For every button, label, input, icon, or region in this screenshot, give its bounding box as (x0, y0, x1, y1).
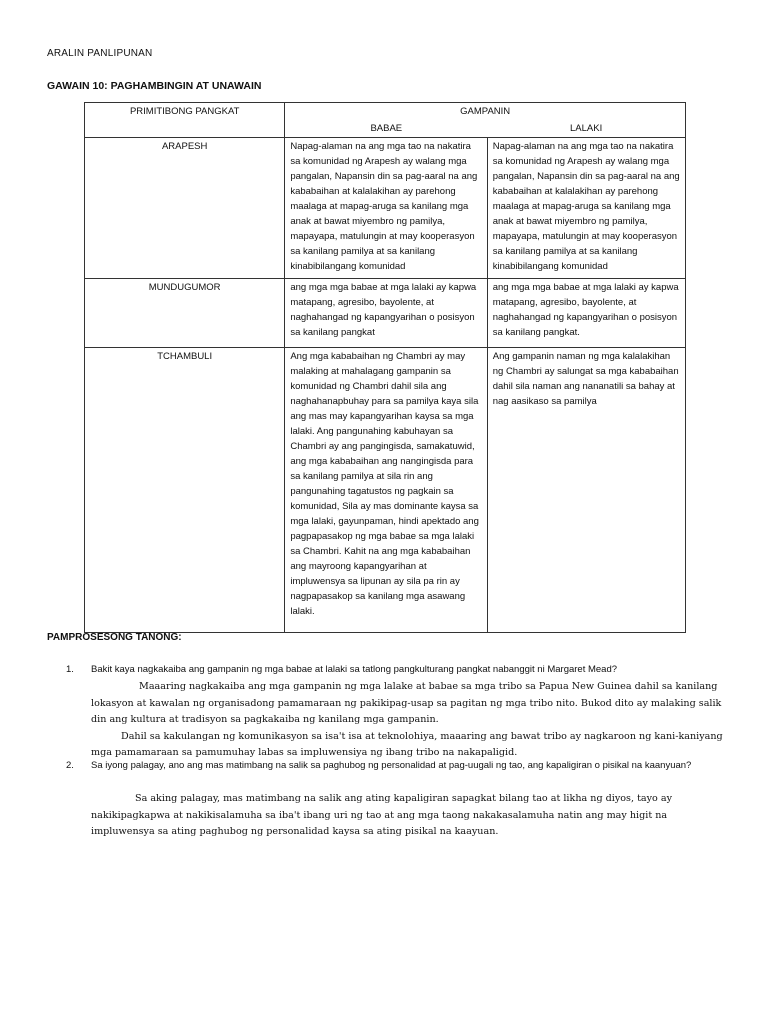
group-name: TCHAMBULI (85, 348, 285, 633)
answer-1 (91, 679, 723, 762)
male-role: ang mga mga babae at mga lalaki ay kapwa matapang, agresibo, bayolente, at naghahangad ng kapangyarihan o posisyon sa kanilang pangkat. (487, 279, 685, 348)
answer-paragraph: Dahil sa kakulangan ng komunikasyon sa isa't isa at teknolohiya, maaaring ang bawat tribo ay nagkaroon ng kani-kaniyang mga pamamaraan sa pamumuhay labas sa impluwensiya ng ibang tribo na nakapaligid. (91, 730, 723, 758)
header-group: PRIMITIBONG PANGKAT (85, 103, 285, 138)
table-row (85, 279, 686, 348)
table-header-row (85, 103, 686, 121)
male-role: Ang gampanin naman ng mga kalalakihan ng Chambri ay salungat sa mga kababaihan dahil sila naman ang nananatili sa bahay at nag aasikaso sa pamilya (487, 348, 685, 633)
group-name: ARAPESH (85, 138, 285, 279)
male-role: Napag-alaman na ang mga tao na nakatira sa komunidad ng Arapesh ay walang mga pangalan, Napansin din sa pag-aaral na ang kababaihan at kalalakihan ay parehong maalaga at mapag-aruga sa kanilang mga anak at bawat miyembro ng pamilya, mapayapa, matulungin at may kooperasyon sa kanilang pamilya at sa kanilang kinabibilangang komunidad (487, 138, 685, 279)
header-female: BABAE (285, 120, 487, 138)
female-role: ang mga mga babae at mga lalaki ay kapwa matapang, agresibo, bayolente, at naghahangad ng kapangyarihan o posisyon sa kanilang pangkat (285, 279, 487, 348)
female-role: Ang mga kababaihan ng Chambri ay may malaking at mahalagang gampanin sa komunidad ng Chambri dahil sila ang naghahanapbuhay para sa pamilya kaya sila ang mas may kapangyarihan kaysa sa mga lalaki. Ang pangunahing kabuhayan sa Chambri ay ang pangingisda, samakatuwid, ang mga kababaihan ang nangingisda para sa kanilang pamilya at sila rin ang pangunahing tagatustos ng pagkain sa komunidad, Sila ay mas dominante kaysa sa mga lalaki, gayunpaman, hindi apektado ang pagpapasakop ng mga babae sa mga lalaki sa Chambri. Kahit na ang mga kababaihan ang mayroong kapangyarihan at impluwensya sa lipunan ay sila pa rin ay nagpapasakop sa kanilang mga asawang lalaki. (285, 348, 487, 633)
group-name: MUNDUGUMOR (85, 279, 285, 348)
question-text: Sa iyong palagay, ano ang mas matimbang na salik sa paghubog ng personalidad at pag-uugali ng tao, ang kapaligiran o pisikal na kaanyuan? (91, 760, 692, 771)
answer-2 (91, 791, 723, 841)
question-number: 2. (66, 760, 74, 771)
header-male: LALAKI (487, 120, 685, 138)
header-role: GAMPANIN (285, 103, 686, 121)
table-row (85, 138, 686, 279)
table-row (85, 348, 686, 633)
answer-paragraph: Sa aking palagay, mas matimbang na salik ang ating kapaligiran sapagkat bilang tao at likha ng diyos, tayo ay nakikipagkapwa at nakikisalamuha sa iba't ibang uri ng tao at ang mga taong nakakasalamuha natin ang may higit na impluwensya sa ating paghubog ng personalidad kaysa sa ating pisikal na kaayuan. (91, 793, 673, 837)
subject-title: ARALIN PANLIPUNAN (47, 48, 153, 59)
answer-paragraph: Maaaring nagkakaiba ang mga gampanin ng mga lalake at babae sa mga tribo sa Papua New Guinea dahil sa kanilang lokasyon at kawalan ng organisadong pamamaraan ng pakikipag-usap sa pagitan ng mga tribo nito. Bukod dito ay malaking salik din ang kultura at tradisyon sa pagkakaiba ng kanilang mga gampanin. (91, 681, 722, 725)
activity-title: GAWAIN 10: PAGHAMBINGIN AT UNAWAIN (47, 80, 262, 92)
question-text: Bakit kaya nagkakaiba ang gampanin ng mga babae at lalaki sa tatlong pangkulturang pangkat nabanggit ni Margaret Mead? (91, 664, 618, 675)
questions-heading: PAMPROSESONG TANONG: (47, 632, 182, 643)
female-role: Napag-alaman na ang mga tao na nakatira sa komunidad ng Arapesh ay walang mga pangalan, Napansin din sa pag-aaral na ang kababaihan at kalalakihan ay parehong maalaga at mapag-aruga sa kanilang mga anak at bawat miyembro ng pamilya, mapayapa, matulungin at may kooperasyon sa kanilang pamilya at sa kanilang kinabibilangang komunidad (285, 138, 487, 279)
question-number: 1. (66, 664, 74, 675)
comparison-table (84, 102, 686, 633)
